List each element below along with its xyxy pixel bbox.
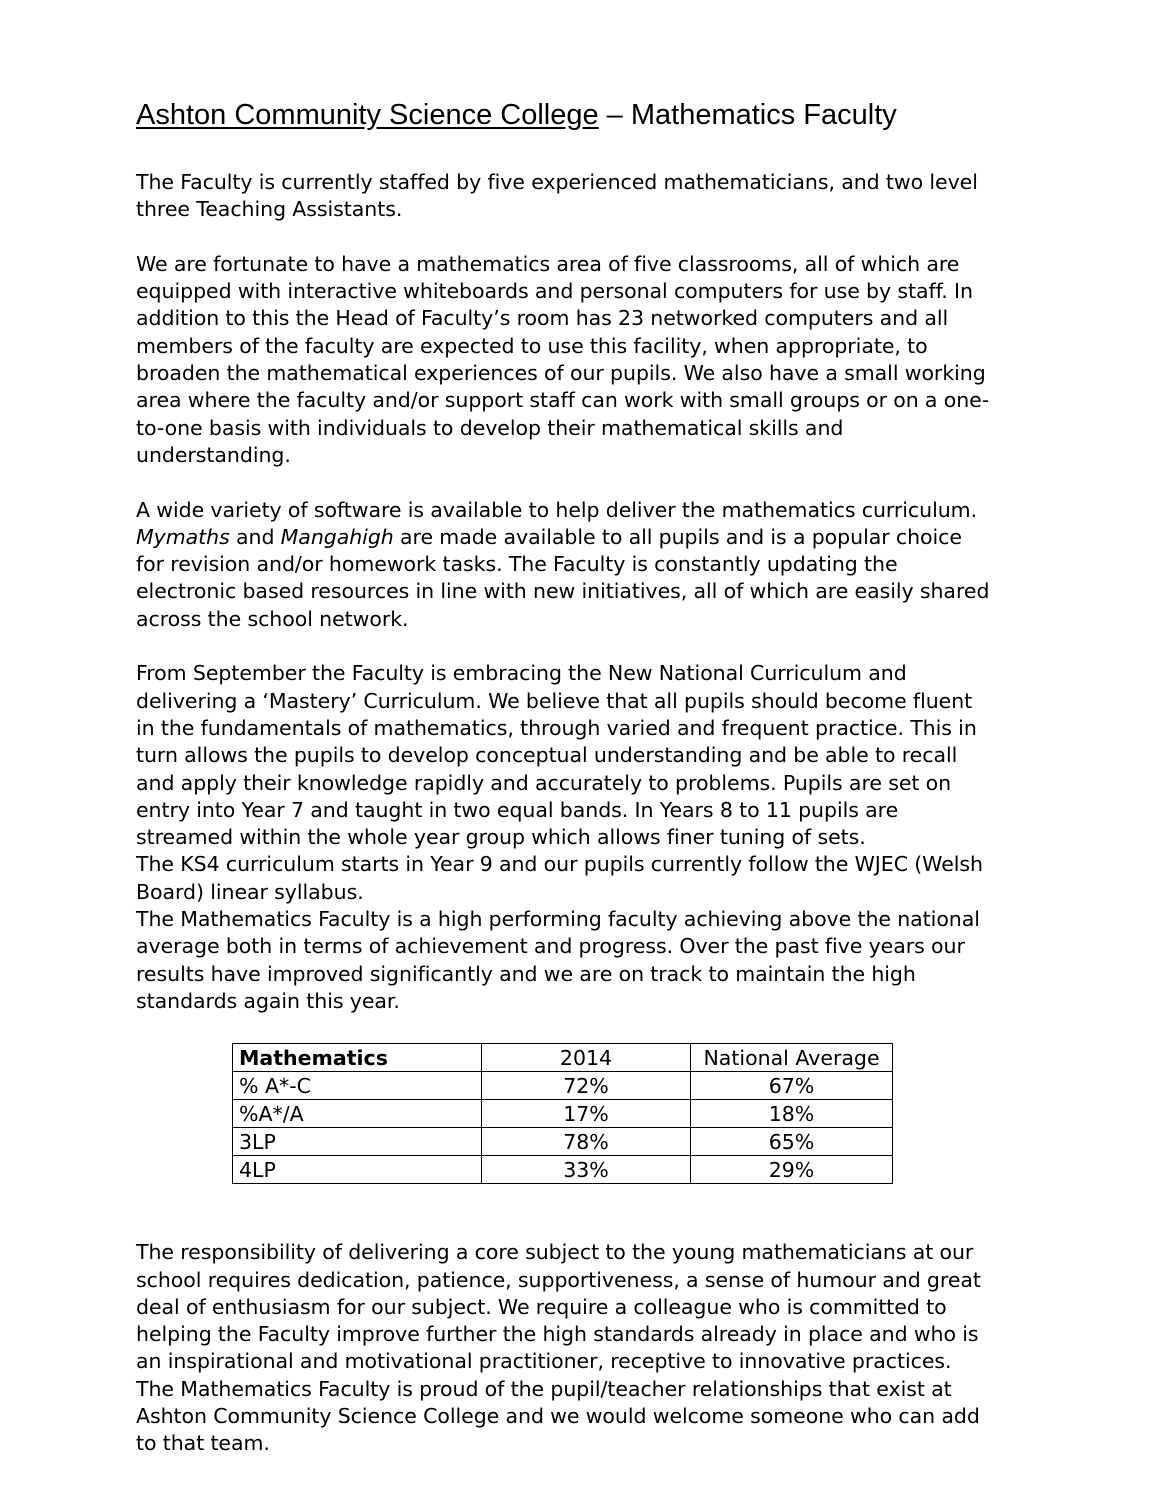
table-header-year: 2014	[482, 1044, 691, 1072]
table-header-row	[233, 1044, 893, 1072]
paragraph-software	[136, 497, 992, 633]
spacer	[136, 469, 992, 496]
page-title	[136, 98, 992, 132]
paragraph-curriculum: From September the Faculty is embracing the New National Curriculum and delivering a ‘Mastery’ Curriculum. We believe that all pupils should become fluent in the fundamentals of mathematics, through varied and frequent practice. This in turn allows the pupils to develop conceptual understanding and be able to recall and apply their knowledge rapidly and accurately to problems. Pupils are set on entry into Year 7 and taught in two equal bands. In Years 8 to 11 pupils are streamed within the whole year group which allows finer tuning of sets.	[136, 661, 977, 850]
spacer	[136, 132, 992, 169]
page-title-school: Ashton Community Science College	[136, 99, 599, 131]
table-header-national-average: National Average	[691, 1044, 893, 1072]
software-lead-text: A wide variety of software is available to help deliver the mathematics curriculum.	[136, 497, 978, 522]
table-cell-national: 29%	[691, 1156, 893, 1184]
results-table-container	[232, 1043, 892, 1184]
table-cell-national: 67%	[691, 1072, 893, 1100]
spacer	[136, 1015, 992, 1043]
table-row	[233, 1128, 893, 1156]
table-cell-2014: 33%	[482, 1156, 691, 1184]
table-cell-measure: 3LP	[233, 1128, 482, 1156]
paragraph-performance: The Mathematics Faculty is a high performing faculty achieving above the national average both in terms of achievement and progress. Over the past five years our results have improved significantly and we are on track to maintain the high standards again this year.	[136, 907, 980, 1013]
table-cell-national: 18%	[691, 1100, 893, 1128]
table-cell-measure: 4LP	[233, 1156, 482, 1184]
table-cell-measure: %A*/A	[233, 1100, 482, 1128]
software-name-mymaths: Mymaths	[136, 524, 230, 549]
table-header-subject: Mathematics	[233, 1044, 482, 1072]
table-cell-2014: 78%	[482, 1128, 691, 1156]
results-table	[232, 1043, 893, 1184]
table-cell-2014: 17%	[482, 1100, 691, 1128]
document-body	[136, 98, 992, 1458]
table-row	[233, 1072, 893, 1100]
paragraph-closing: The responsibility of delivering a core subject to the young mathematicians at our school requires dedication, patience, supportiveness, a sense of humour and great deal of enthusiasm for our subject. We require a colleague who is committed to helping the Faculty improve further the high standards already in place and who is an inspirational and motivational practitioner, receptive to innovative practices. The Mathematics Faculty is proud of the pupil/teacher relationships that exist at Ashton Community Science College and we would welcome someone who can add to that team.	[136, 1240, 981, 1456]
table-cell-national: 65%	[691, 1128, 893, 1156]
table-row	[233, 1100, 893, 1128]
software-conjunction: and	[229, 524, 281, 549]
software-tail-text: are made available to all pupils and is a popular choice for revision and/or homework tasks. The Faculty is constantly updating the electronic based resources in line with new initiatives, all of which are easily shared across the school network.	[136, 524, 990, 631]
table-row	[233, 1156, 893, 1184]
paragraph-staffing: The Faculty is currently staffed by five experienced mathematicians, and two level three Teaching Assistants.	[136, 170, 978, 222]
paragraph-ks4: The KS4 curriculum starts in Year 9 and our pupils currently follow the WJEC (Welsh Board) linear syllabus.	[136, 852, 983, 904]
spacer	[136, 224, 992, 251]
table-cell-2014: 72%	[482, 1072, 691, 1100]
page-title-faculty: – Mathematics Faculty	[598, 99, 897, 131]
spacer	[136, 1184, 992, 1239]
spacer	[136, 633, 992, 660]
paragraph-facilities: We are fortunate to have a mathematics area of five classrooms, all of which are equipped with interactive whiteboards and personal computers for use by staff. In addition to this the Head of Faculty’s room has 23 networked computers and all members of the faculty are expected to use this facility, when appropriate, to broaden the mathematical experiences of our pupils. We also have a small working area where the faculty and/or support staff can work with small groups or on a one-to-one basis with individuals to develop their mathematical skills and understanding.	[136, 251, 990, 467]
software-name-mangahigh: Mangahigh	[280, 524, 394, 549]
table-cell-measure: % A*-C	[233, 1072, 482, 1100]
